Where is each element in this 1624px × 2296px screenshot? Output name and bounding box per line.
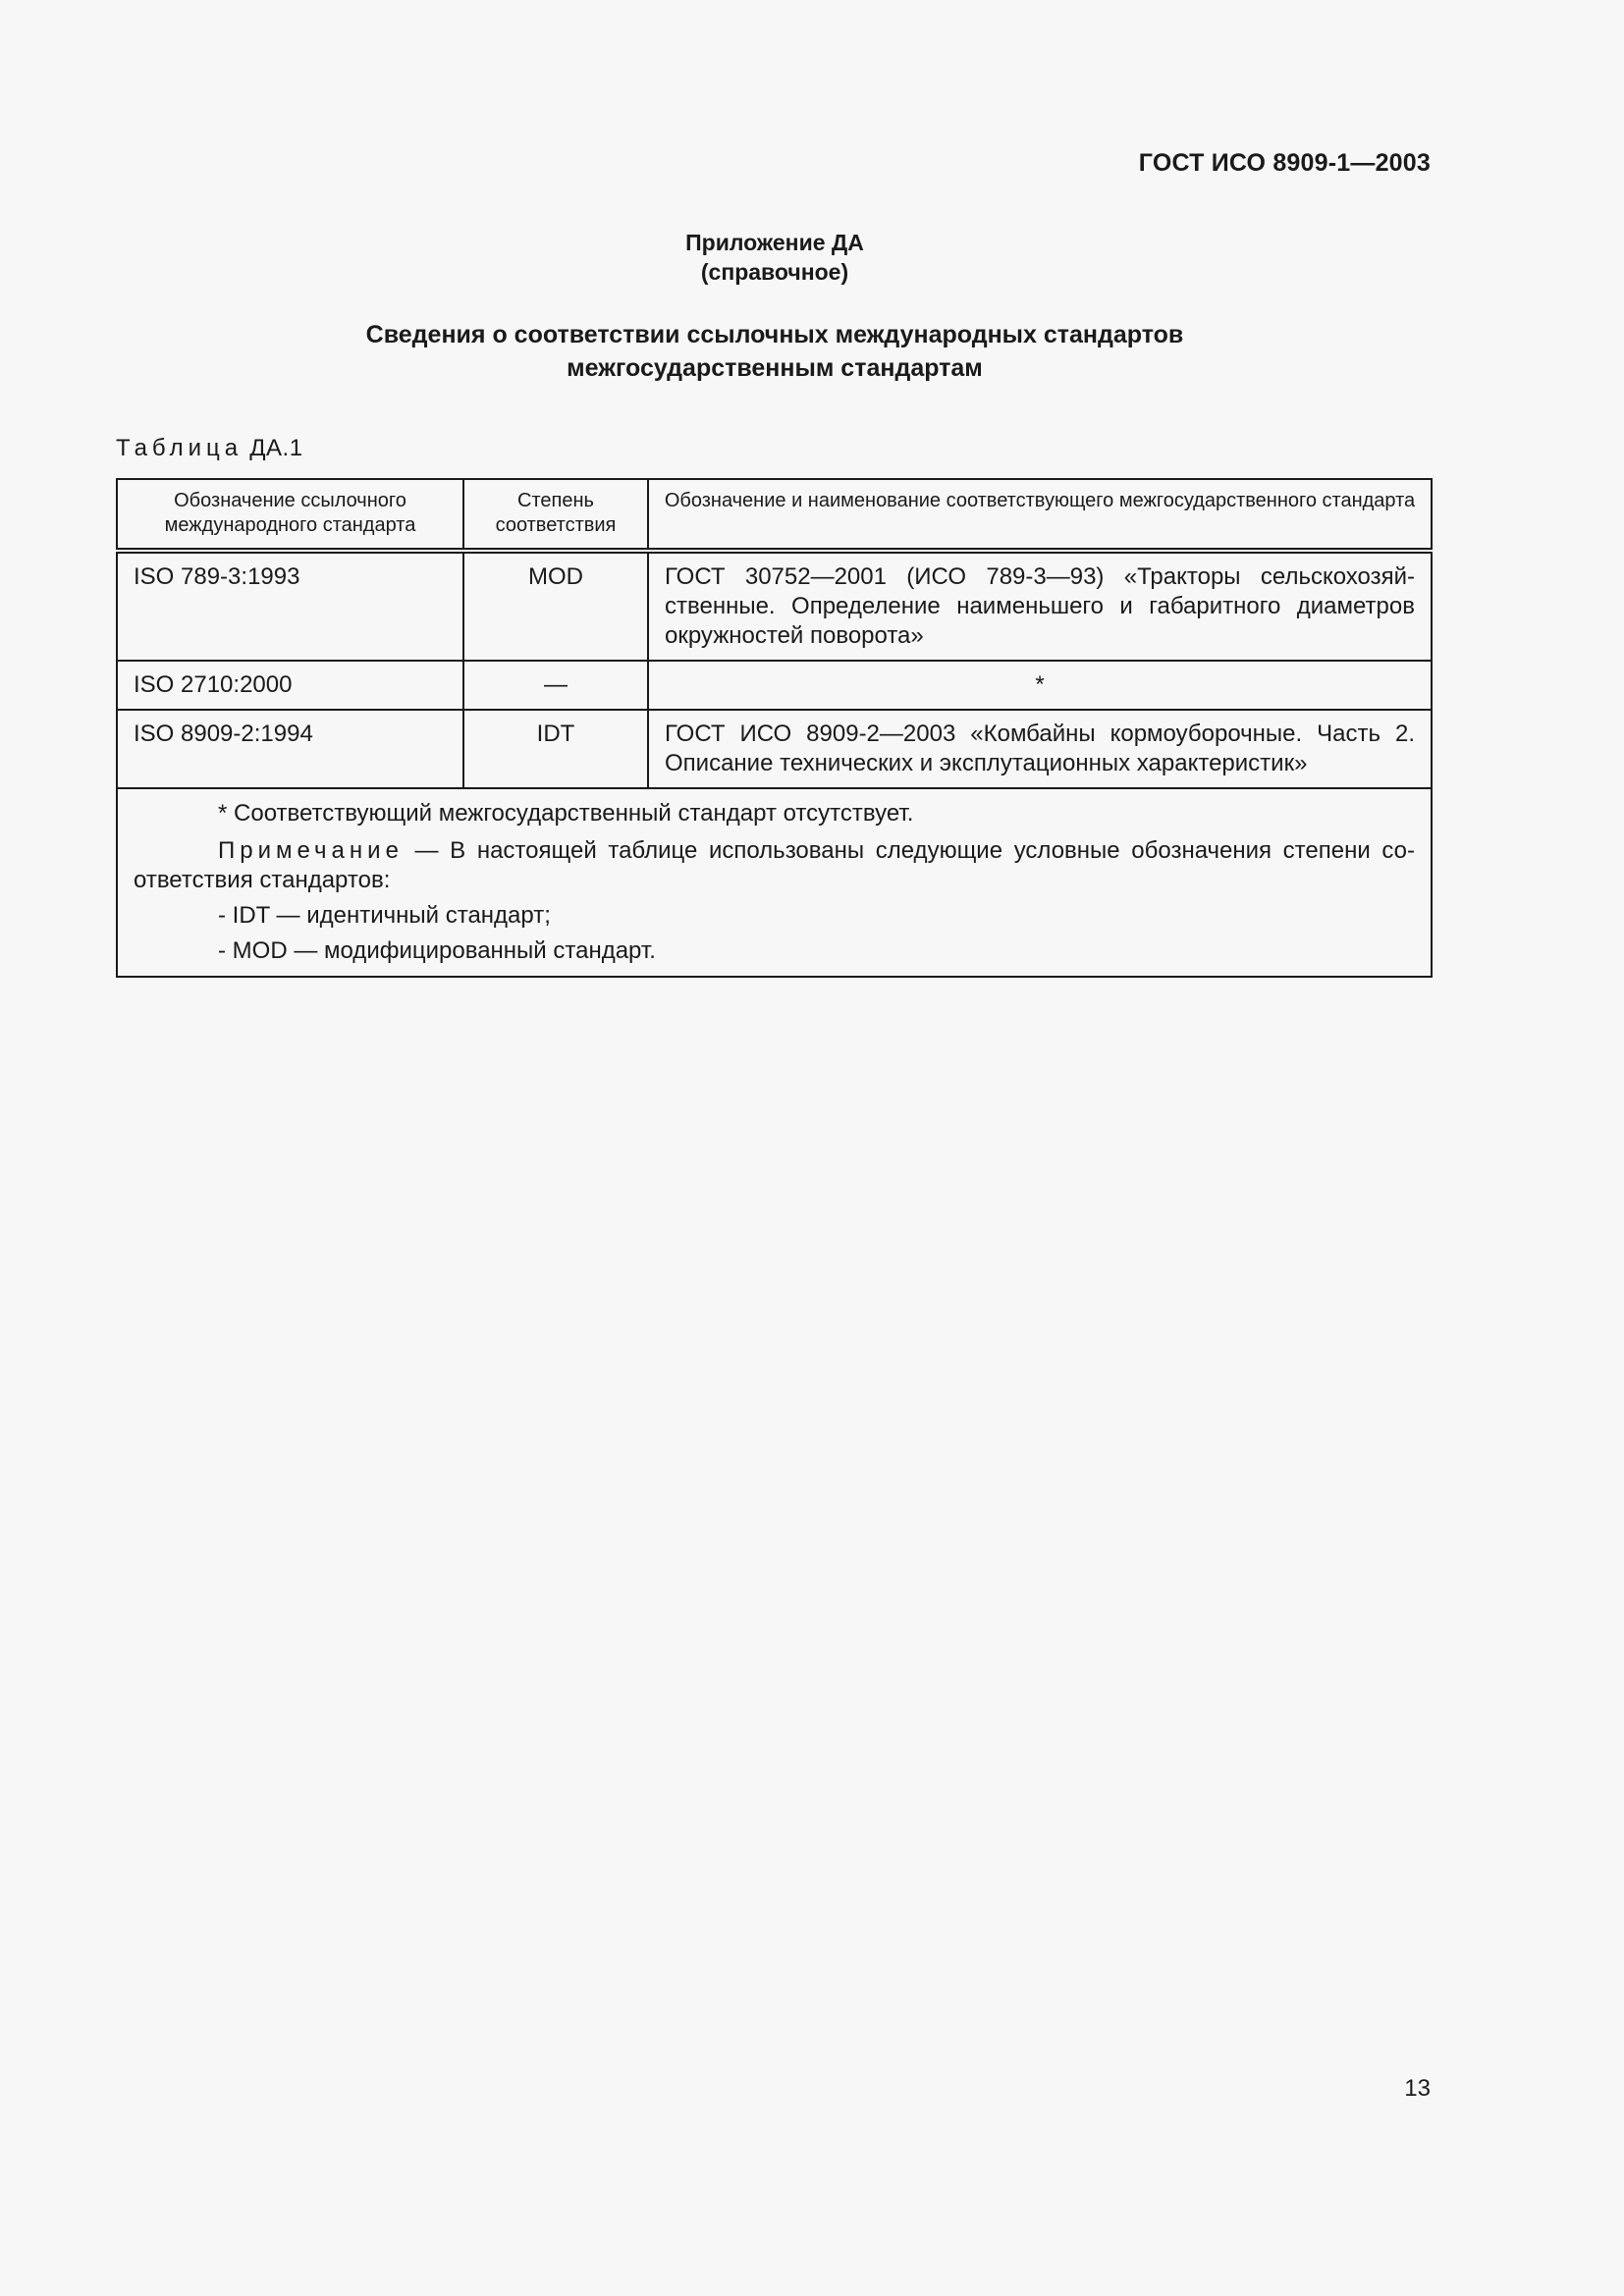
page-title-line-2: межгосударственным стандартам: [567, 354, 983, 382]
annex-heading: [0, 228, 1549, 287]
cell-intl-standard: ISO 2710:2000: [117, 661, 463, 710]
header-intl-standard: Обозначение ссылочного международного стандарта: [117, 479, 463, 551]
table-caption: [116, 435, 303, 462]
table-row: [117, 661, 1432, 710]
table-notes-row: [117, 788, 1432, 977]
page-number: 13: [1404, 2075, 1431, 2102]
table-row: [117, 551, 1432, 661]
page-title-line-1: Сведения о соответствии ссылочных международных стандартов: [365, 321, 1184, 348]
standards-correspondence-table: [116, 478, 1433, 978]
table-caption-number: ДА.1: [249, 435, 303, 461]
cell-degree: IDT: [463, 710, 648, 788]
table-footnote: * Соответствующий межгосударственный стандарт отсутствует.: [218, 800, 914, 827]
table-row: [117, 710, 1432, 788]
table-caption-word: Таблица: [116, 435, 244, 461]
note-label: Примечание: [218, 837, 404, 864]
cell-intl-standard: ISO 8909-2:1994: [117, 710, 463, 788]
annex-subtitle: (справочное): [700, 259, 849, 285]
annex-title: Приложение ДА: [685, 230, 864, 255]
table-notes: [117, 788, 1432, 977]
cell-degree: MOD: [463, 551, 648, 661]
table-header-row: [117, 479, 1432, 551]
cell-national-standard: *: [648, 661, 1432, 710]
document-code: ГОСТ ИСО 8909-1—2003: [1138, 149, 1431, 177]
header-degree: Степень соответствия: [463, 479, 648, 551]
note-item-mod: - MOD — модифицированный стандарт.: [218, 937, 656, 964]
page-title: [0, 318, 1549, 385]
table-note: [134, 836, 1415, 895]
header-national-standard: Обозначение и наименование соответствующего межгосударственного стандарта: [648, 479, 1432, 551]
cell-intl-standard: ISO 789-3:1993: [117, 551, 463, 661]
cell-national-standard: ГОСТ ИСО 8909-2—2003 «Комбайны кормоуборочные. Часть 2. Описание технических и эксплутационных характеристик»: [648, 710, 1432, 788]
note-text: — В настоящей таблице использованы следующие условные обозначения степени со-ответствия стандартов:: [134, 837, 1415, 893]
note-item-idt: - IDT — идентичный стандарт;: [218, 902, 551, 929]
cell-national-standard: ГОСТ 30752—2001 (ИСО 789-3—93) «Тракторы сельскохозяй-ственные. Определение наименьшего и габаритного диаметров окружностей поворота»: [648, 551, 1432, 661]
cell-degree: —: [463, 661, 648, 710]
